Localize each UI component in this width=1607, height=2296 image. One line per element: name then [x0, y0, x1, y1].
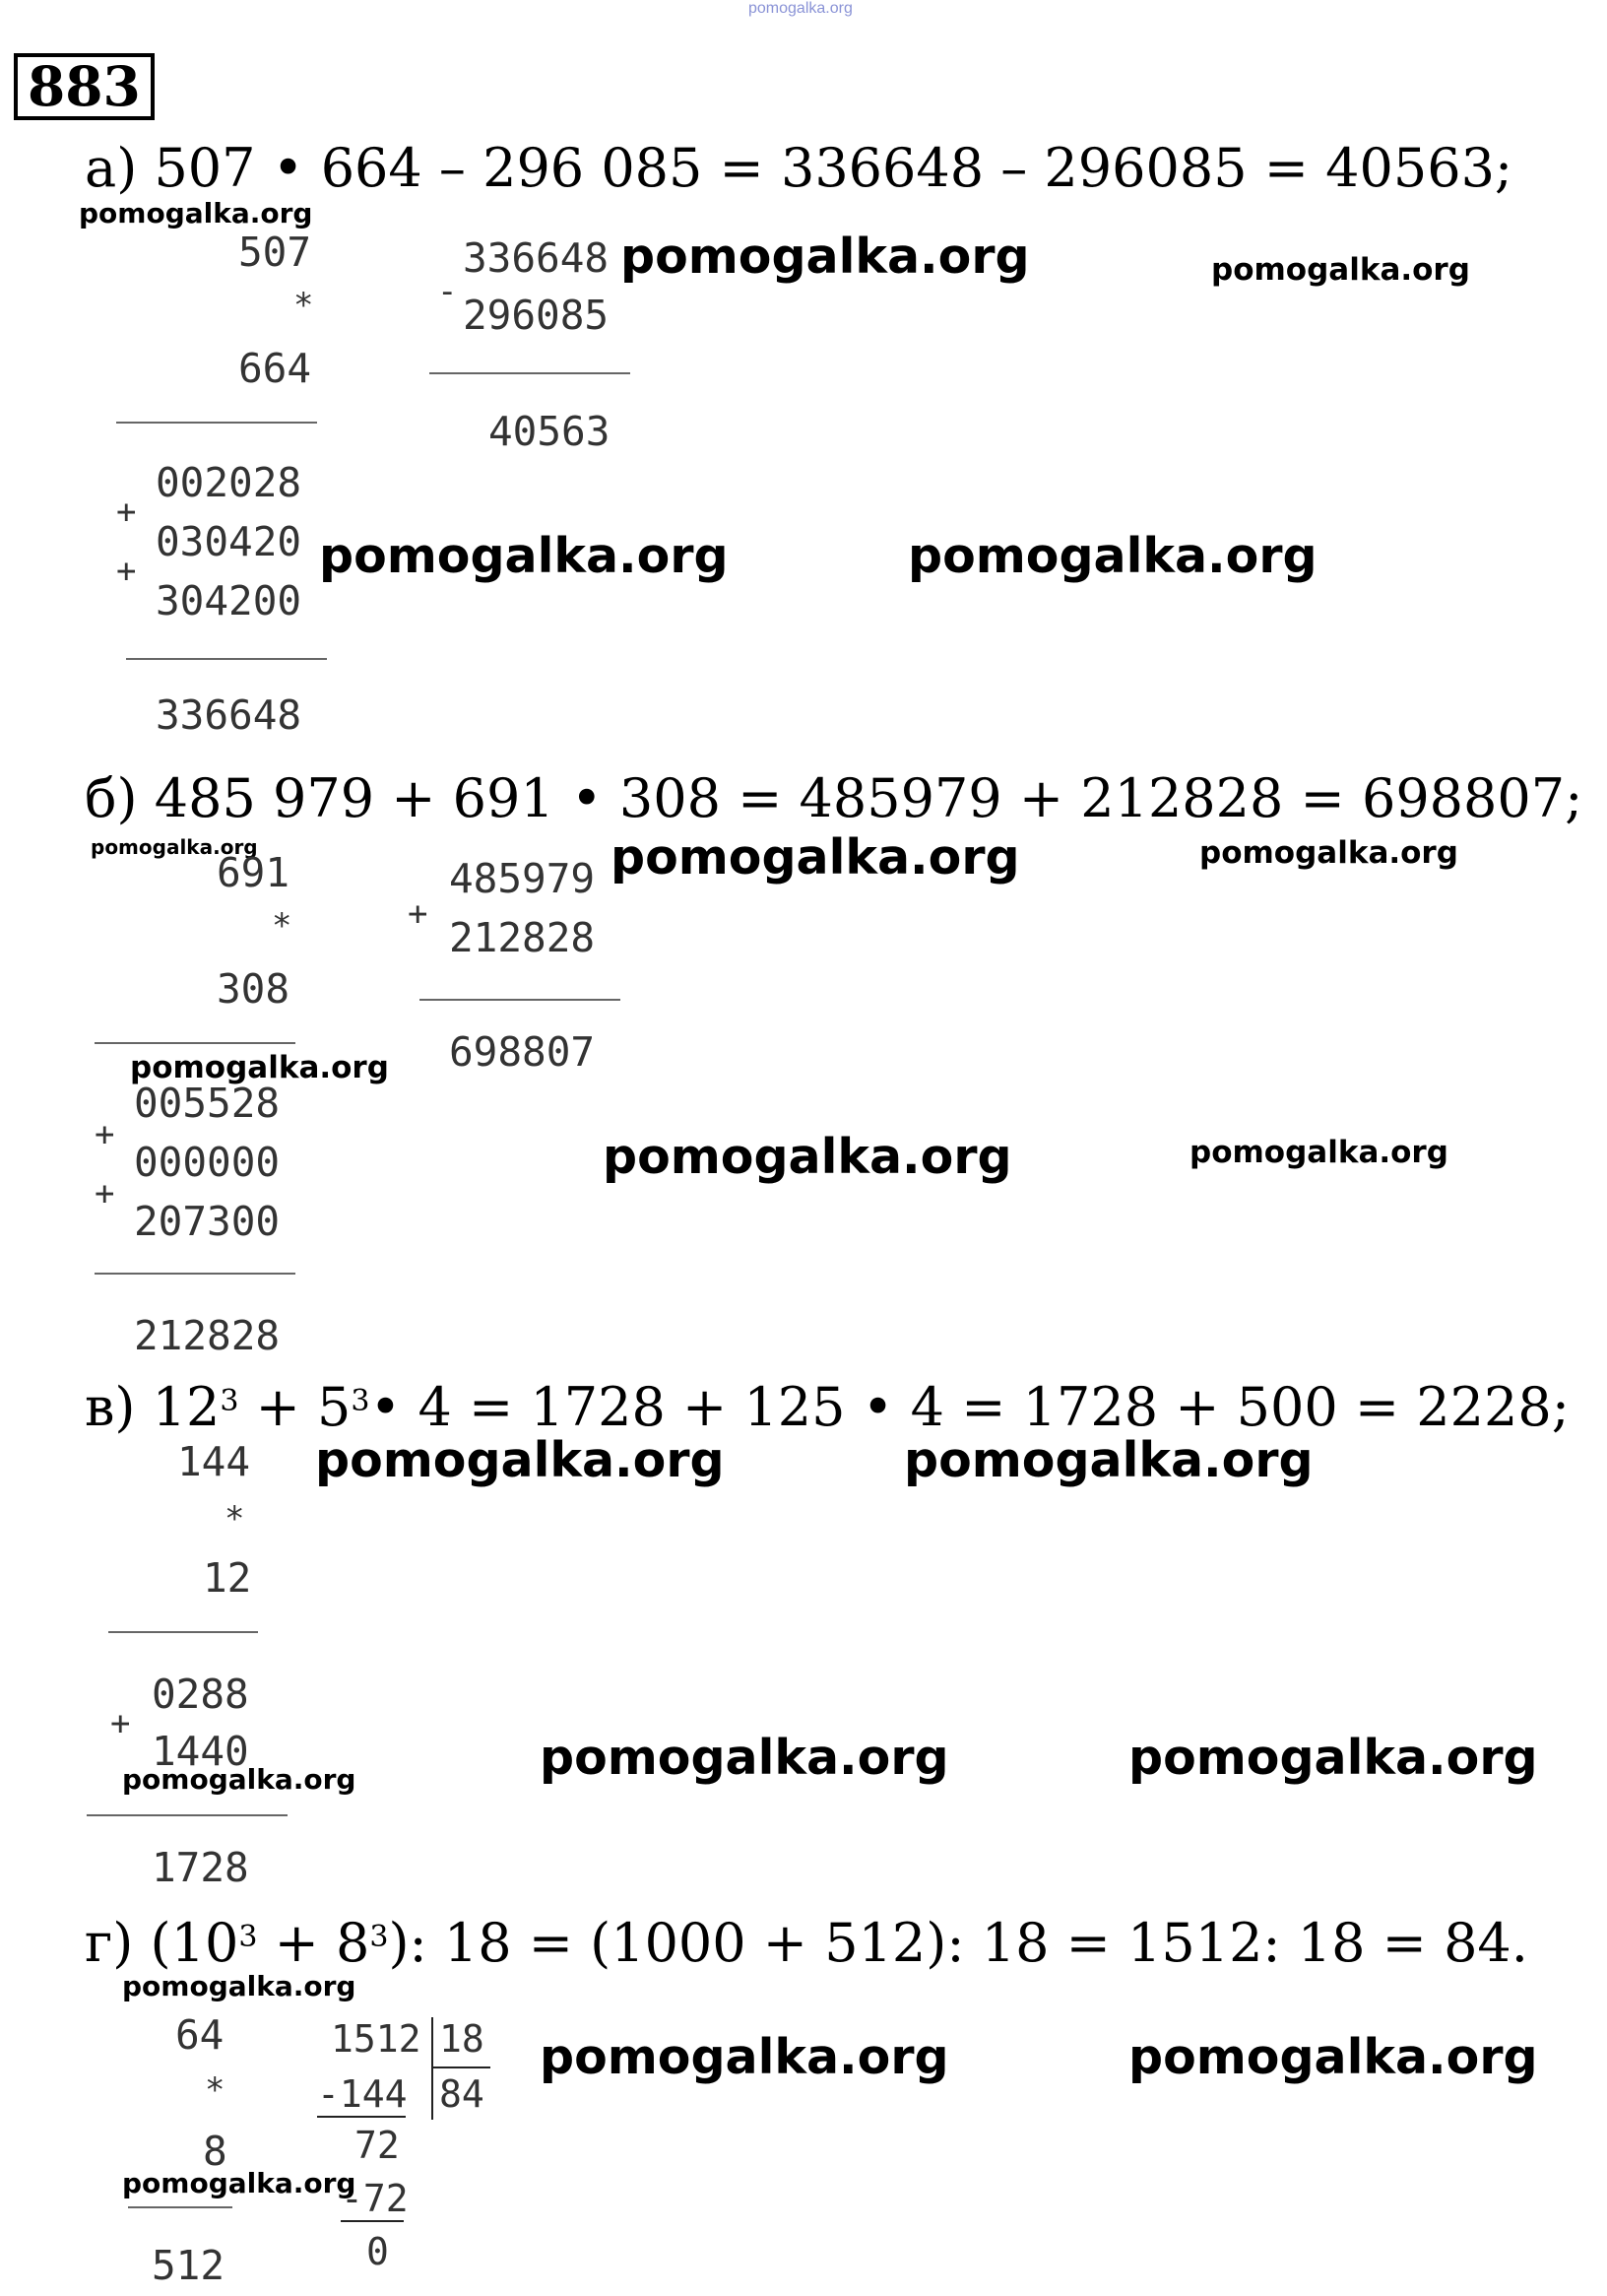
- mult-op: *: [225, 1499, 245, 1539]
- watermark: pomogalka.org: [620, 229, 1030, 285]
- mult-result: 512: [152, 2242, 225, 2289]
- equation-term: + 8: [257, 1912, 370, 1974]
- equation-label: б): [85, 767, 138, 829]
- mult-top: 64: [175, 2011, 225, 2059]
- equation-term: • 4 = 1728 + 125 • 4 = 1728 + 500 = 2228;: [369, 1376, 1570, 1438]
- add-top: 485979: [449, 855, 596, 902]
- watermark: pomogalka.org: [1128, 1730, 1538, 1786]
- div-remainder-2: 0: [366, 2230, 389, 2273]
- equation-label: г): [85, 1912, 134, 1974]
- watermark: pomogalka.org: [1128, 2029, 1538, 2085]
- mult-op: *: [205, 2070, 225, 2110]
- watermark: pomogalka.org: [908, 528, 1318, 584]
- mult-top: 144: [177, 1438, 251, 1485]
- divider-line: [95, 1042, 295, 1044]
- mult-result: 1728: [152, 1844, 249, 1891]
- equation-b: [85, 768, 1582, 829]
- sub-op: -: [437, 272, 458, 311]
- equation-term: ): 18 = (1000 + 512): 18 = 1512: 18 = 84.: [388, 1912, 1528, 1974]
- task-number: 883: [14, 53, 155, 120]
- equation-label: а): [85, 137, 138, 199]
- watermark: pomogalka.org: [1189, 1135, 1448, 1170]
- divider-line: [108, 1631, 258, 1633]
- division-bracket-horizontal: [431, 2066, 490, 2068]
- divider-line: [429, 372, 630, 374]
- plus-sign: +: [116, 552, 137, 591]
- partial-1: 0288: [152, 1671, 249, 1718]
- partial-1: 002028: [156, 459, 302, 506]
- mult-bottom: 12: [203, 1554, 252, 1602]
- watermark: pomogalka.org: [603, 1129, 1012, 1185]
- divider-line: [126, 658, 327, 660]
- mult-top: 507: [238, 229, 312, 276]
- watermark: pomogalka.org: [130, 1050, 389, 1085]
- divider-line: [87, 1814, 288, 1816]
- divider-line: [341, 2220, 404, 2222]
- partial-2: 1440: [152, 1728, 249, 1775]
- div-step-1: -144: [317, 2072, 408, 2116]
- plus-sign: +: [95, 1115, 115, 1154]
- partial-3: 207300: [134, 1198, 281, 1245]
- division-bracket-vertical: [431, 2017, 433, 2120]
- divider-line: [95, 1273, 295, 1275]
- watermark: pomogalka.org: [1211, 252, 1470, 288]
- add-bottom: 212828: [449, 914, 596, 961]
- watermark: pomogalka.org: [79, 197, 313, 230]
- mult-result: 212828: [134, 1312, 281, 1359]
- sub-bottom: 296085: [463, 292, 610, 339]
- sub-top: 336648: [463, 234, 610, 282]
- equation-text: 507 • 664 – 296 085 = 336648 – 296085 = 40563;: [154, 137, 1513, 199]
- divider-line: [419, 999, 620, 1001]
- mult-op: *: [293, 286, 314, 325]
- watermark: pomogalka.org: [319, 528, 729, 584]
- div-dividend: 1512: [331, 2017, 421, 2061]
- plus-sign: +: [116, 492, 137, 532]
- equation-label: в): [85, 1376, 136, 1438]
- div-remainder-1: 72: [354, 2124, 400, 2167]
- mult-bottom: 8: [203, 2128, 227, 2175]
- watermark: pomogalka.org: [122, 2167, 356, 2199]
- equation-term: 12: [152, 1376, 221, 1438]
- div-quotient: 84: [439, 2072, 484, 2116]
- mult-bottom: 664: [238, 345, 312, 392]
- add-result: 698807: [449, 1028, 596, 1076]
- exponent: 3: [238, 1920, 258, 1954]
- watermark: pomogalka.org: [1199, 835, 1458, 871]
- top-watermark: pomogalka.org: [748, 0, 853, 17]
- equation-a: [85, 138, 1512, 199]
- div-step-2: -72: [341, 2177, 409, 2220]
- equation-d: [85, 1913, 1528, 1974]
- watermark: pomogalka.org: [540, 2029, 949, 2085]
- partial-1: 005528: [134, 1080, 281, 1127]
- watermark: pomogalka.org: [122, 1970, 356, 2002]
- watermark: pomogalka.org: [122, 1763, 356, 1796]
- partial-3: 304200: [156, 577, 302, 624]
- watermark: pomogalka.org: [315, 1432, 725, 1488]
- plus-sign: +: [110, 1704, 131, 1743]
- equation-term: + 5: [238, 1376, 352, 1438]
- equation-term: (10: [133, 1912, 239, 1974]
- plus-sign: +: [95, 1174, 115, 1214]
- exponent: 3: [369, 1920, 389, 1954]
- equation-c: [85, 1377, 1570, 1438]
- watermark: pomogalka.org: [611, 829, 1020, 886]
- exponent: 3: [351, 1384, 370, 1418]
- watermark: pomogalka.org: [540, 1730, 949, 1786]
- exponent: 3: [220, 1384, 239, 1418]
- watermark: pomogalka.org: [904, 1432, 1314, 1488]
- mult-op: *: [272, 906, 292, 946]
- sub-result: 40563: [488, 408, 611, 455]
- partial-2: 000000: [134, 1139, 281, 1186]
- add-op: +: [408, 894, 428, 934]
- div-divisor: 18: [439, 2017, 484, 2061]
- mult-bottom: 308: [217, 965, 290, 1013]
- watermark: pomogalka.org: [91, 835, 258, 859]
- divider-line: [116, 422, 317, 424]
- mult-top: 691: [217, 849, 290, 896]
- partial-2: 030420: [156, 518, 302, 565]
- divider-line: [317, 2116, 406, 2118]
- equation-text: 485 979 + 691 • 308 = 485979 + 212828 = 698807;: [154, 767, 1583, 829]
- mult-result: 336648: [156, 691, 302, 739]
- divider-line: [128, 2206, 232, 2208]
